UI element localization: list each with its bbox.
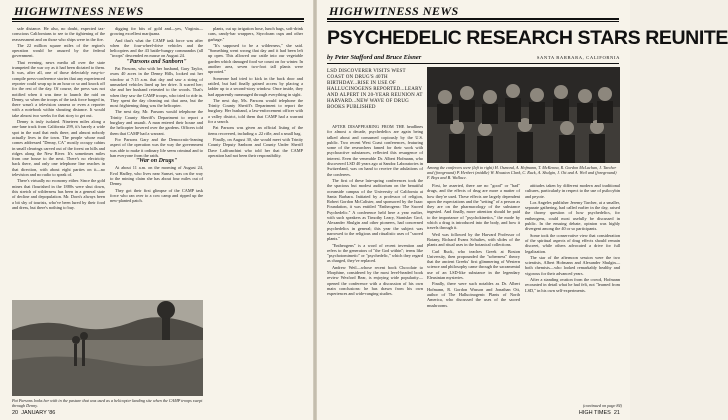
paragraph: AFTER DISAPPEARING FROM THE headlines for almost a decade, psychedelics are again being talked about and consumed copiously by the U.S. public. Two recent West Coast conferences, featuring some of the researchers famed for their work with psychoactive substances, reflected this resurgence of interest. Even the venerable Dr. Albert Hofmann, who discovered LSD 40 years ago at Sandoz Laboratories in Switzerland, was on hand to receive the adulations of the conferees. [327,124,423,177]
article-headline: PSYCHEDELIC RESEARCH STARS REUNITE [327,27,728,49]
paragraph: The next day, Ms. Parsons would telephone the Trinity County Sheriff's Department to report the burglary. Her husband, a law-enforcement officer with a valley district, told them that CAMP had a warrant for a search. [208,97,303,125]
page-label: HIGH TIMES [578,410,611,416]
paragraph: Los Angeles publisher Jeremy Tarcher, at a smaller, separate gathering, had called earlier in the day, raised the thorny question of how psychedelics, for entheogens, could most usefully be discussed in public. In the ensuing debate, opinion was highly divergent among the 40 or so participants. [525,199,620,232]
right-column-1 [327,124,423,414]
subhead: "War on Drugs" [135,158,178,165]
right-masthead: HIGHWITNESS NEWS [329,4,459,18]
page-label: JANUARY '86 [21,410,56,416]
paragraph: The next day, Mr. Parsons would telephone the Trinity County Sheriff's Department to report a burglary and assault. A man entered their house and the helicopter hovered over the gardens. Officers told them that CAMP had a warrant. [110,109,203,136]
paragraph: They got their first glimpse of the CAMP task force who ran over to a cow camp and ripped up the new-planted patch. [110,187,203,204]
paragraph: Carl Ruck, who teaches Greek at Boston University, then propounded the "soberness" theory that the ancient Greeks' first glimmering of Western science and philosophy came through the sacramental use of an LSD-like substance in the legendary Eleusinian mysteries. [427,248,520,281]
left-page [0,0,313,420]
left-photo-caption: Pat Parsons looks her with in the pasture that was used as a helicopter landing site when the CAMP troops swept through Denny. [12,398,203,408]
paragraph: attitudes taken by different modern and traditional cultures, particularly in respect to the use of psilocybin and peyote. [525,183,620,199]
continued-note: (continued on page 84) [583,403,622,408]
byline: by Peter Stafford and Bruce Eisner [327,54,422,61]
left-column-3 [208,26,303,412]
paragraph: Andrew Weil—whose recent book Chocolate to Morphine, considered by the most level-headed book review Wexford Bear, is enjoying wide popularity—opened the conference with a discussion of his own main conclusions: he has drawn from his own experiences and wide-ranging studies. [327,264,423,297]
paragraph: digging for bits of gold and—yes, Virginia—growing excellent marijuana. [110,26,203,37]
right-page-number [579,410,620,416]
page-number: 21 [613,410,620,416]
paragraph: Weil was followed by the Harvard Professor of Botany, Richard Evans Schultes, with slides of the plants and ritual uses in the botanical collections. [427,231,520,248]
paragraph: First, he asserted, there are no "good" or "bad" drugs, and the effects of drug are more a matter of how they're used. These effects are largely dependent upon the expectations and the "setting" of a person as they are on the pharmacology of the substance ingested. And finally, more attention should be paid to the importance of "psychokinetics," the mode by which a drug is introduced into the body, and how it travels through it. [427,183,520,231]
page-number: 20 [12,410,19,416]
paragraph: There's virtually no economy either. Since the gold mines that flourished in the 1880s were shut down, this stretch of wilderness has been in a general state of decline and depopulation. Mr. Dorn's always been a bit shy of tourists, who've been lured by their food and dress, but there's nothing to buy. [12,178,105,210]
left-page-number [12,410,55,416]
conferees-photo [427,67,620,163]
paragraph: Some took the conservative view that consideration of the spiritual aspects of drug effects should remain discreet, while others advocated a drive for full legalization. [525,232,620,254]
right-photo-caption: Among the conferees were (left to right) H. Osmond, A. Hofmann, T. McKenna, R. Gordon McLachan, J. Tarcher and (foreground) P. Herbert (middle) W. Houston Clark, C. Ruck, A. Shulgin, J. Ott and A. Weil and (foreground) F. Boys and B. Wallace. [427,165,617,180]
left-masthead-rule [12,18,304,20]
paragraph: Someone had tried to kick in the back door and rattled, but had finally gained access by placing a ladder up to a second-story window. Once inside, they had apparently rummaged through everything in sight. [208,75,303,97]
paragraph: The star of the afternoon session were the two scientists, Albert Hofmann and Alexander Shulgin—both chemists—who looked remarkably healthy and vigorous for their advanced years. [525,254,620,276]
paragraph: After a standing ovation from the crowd, Hofmann recounted in detail what he had felt, not "learned from LSD," in his own self-experiments. [525,277,620,293]
left-masthead: HIGHWITNESS NEWS [14,4,144,18]
paragraph: At about 11 a.m. on the morning of August 24, Evol Hadley, who lives near Sunset, was on the way to the mining claim she has about four miles out of Denny. [110,165,203,187]
pasture-photo [12,300,203,396]
pasture-photo-image [12,300,203,396]
paragraph: "It's supposed to be a wilderness," she said. "Something went wrong that day and it had been left up open. This allowed our cattle into our vegetable garden which damaged food we count on for winter. In another area, seven two-foot tall plants were uprooted." [208,42,303,75]
left-masthead-rule-thin [12,21,304,22]
paragraph: Finally, there were such notables as Dr. Albert Hofmann, R. Gordon Wasson and Jonathan Ott, author of The Hallucinogenic Plants of North America, who discussed the uses of the sacred mushrooms. [427,281,520,308]
left-column-1 [12,26,105,296]
paragraph: Pat Parsons was given an official listing of the items recovered, including a .22 rifle, and a small bag. [208,125,303,136]
article-deck: LSD DISCOVERER VISITS WEST COAST ON DRUG'S 40TH BIRTHDAY...RISE IN USE OF HALLUCINOGENS REPORTED...LEARY AND ALPERT IN 20-YEAR REUNION AT HARVARD...NEW WAVE OF DRUG BOOKS PUBLISHED [327,69,423,110]
conferees-photo-image [427,67,620,163]
paragraph: safe distance. He also, no doubt, expected tax-conscious Californians to see to the tightening of the reassessment and on those who ships were in the fire. [12,26,105,42]
right-masthead-rule-thin [327,21,619,22]
right-page [317,0,728,420]
paragraph: And that's what the CAMP task force was after when the four-wheel-drive vehicles and the helicopters and the 43 battle-hungry commandos (all "troops" descended en masse on August 24. [110,37,203,59]
byline-rule [327,63,619,64]
left-column-2 [110,26,203,296]
paragraph: plants, cut up irrigation hose, lunch bags, soft-drink cans, candy-bar wrappers, Styrofoam cups and other garbage." [208,26,303,42]
paragraph: Pat Parsons, who with her husband, Gary Taylor, owns 40 acres in the Denny Hills, looked out her window at 7:15 a.m. that day and saw a string of unmarked vehicles lined up her drive. It scared her; she and her husband retreated to the woods. That's when they saw the CAMP troops, who tried to ride in. They spent the day cleaning out that area, but the most frightening thing was the helicopter. [110,66,203,109]
right-masthead-rule [327,18,619,20]
right-column-2 [427,183,520,408]
dateline: SANTA BARBARA, CALIFORNIA [536,55,620,60]
right-column-3 [525,183,620,401]
subhead: "Parsons and Sanborn" [126,58,187,65]
paragraph: Finally, on August 30, she would meet with Trinity County Deputy Sanborn and County Under Sheriff Dave Laffranchini who told her that the CAMP operation had not been their responsibility. [208,136,303,158]
paragraph: For Parsons Gary and the Democratic-leaning aspect of the operation was the way the government was able to make it ordinary life seem criminal and to ban everyone from the raids. [110,136,203,158]
paragraph: "Entheogens" is a word of recent invention and refers to the generators of "the God within"; terms like "psychotomimetic" or "psychedelic," which they regard as charged, they've replaced. [327,242,423,264]
paragraph: The first of these late-spring conferences took the the spacious but modest auditorium on the beautiful oceanside campus of the University of California at Santa Barbara. Initiated by a professor of religion, Robert Gordon McCalister, and sponsored by the Isaac Foundation, it was entitled "Entheogens: The Sacred Psychedelic." A conference held here a year earlier, with such speakers as Timothy Leary, Stanislav Grof, Alexander Shulgin and other pioneers, had concerned psychedelics in general; this year the subject was narrowed to the religious and ritualistic uses of "sacred plants." [327,177,423,242]
paragraph: That evening, news media all over the state trumpeted the war cry as it had been dictated to them. It was, after all, one of those delectably easy-to-compile press-conference stories that any experienced reporter could wrap up in an hour or so and knock off for the rest of the day. Of course, the press was not notified when it was time to launch the raid on Denny, so when the troops of the task force barged in, there wasn't a television camera or even a reporter with a notebook within shouting distance. It would take almost two weeks for that story to get out. [12,59,105,118]
paragraph: Denny is truly isolated. Nineteen miles along a one-lane track from California 299, it's barely a wide spot in the road that ends there, and almost nobody actually lives in the town. The people whose mail comes addressed "Denny, CA" mostly occupy cabins in small clearings carved out of the forest on hills and ridges along the New River. It's sometimes miles from one house to the next. There's no electricity back there, and only one telephone line reaches in that direction, with about eight parties on it—no television and no radio to speak of. [12,119,105,178]
paragraph: The 22 million square miles of the region's operation would be assured by the federal government. [12,42,105,59]
